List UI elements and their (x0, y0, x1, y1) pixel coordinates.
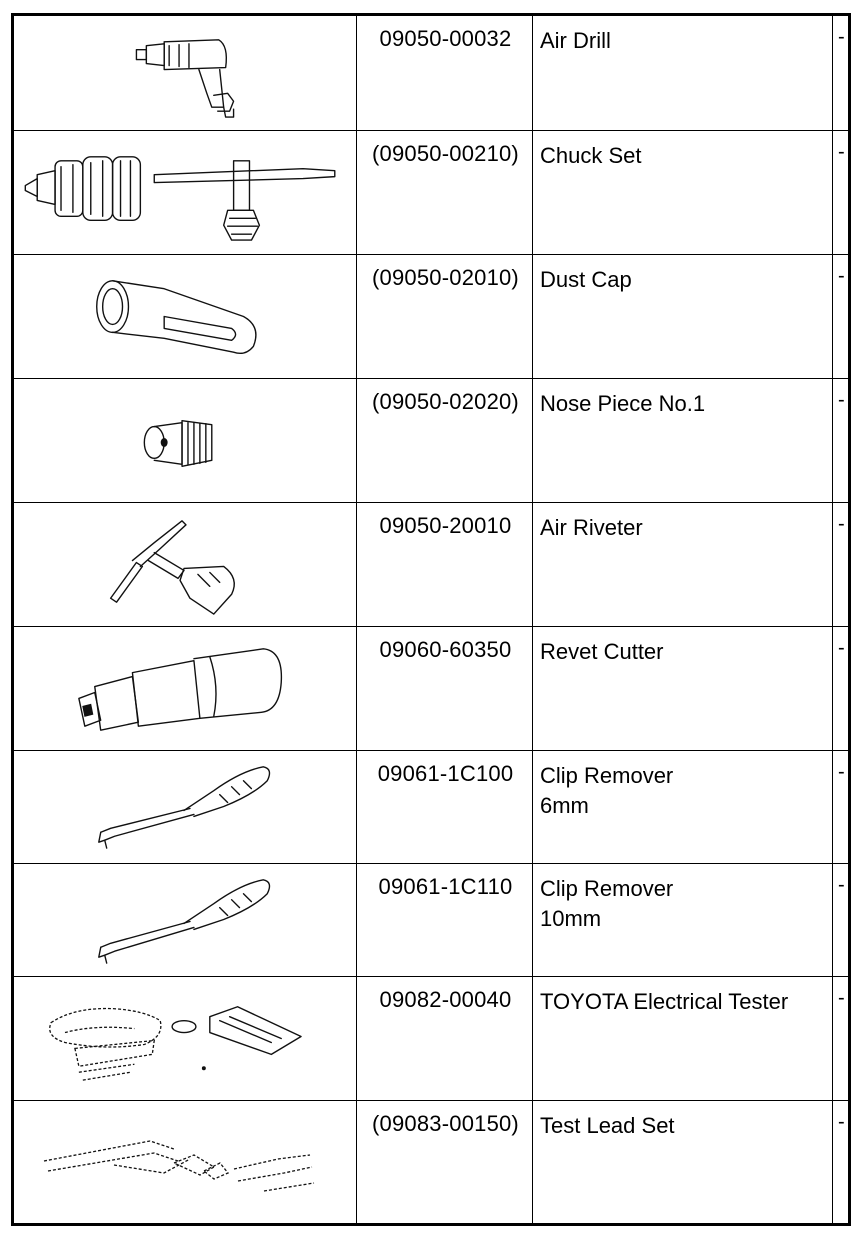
note-mark: - (838, 141, 845, 163)
part-number: 09050-20010 (379, 513, 512, 538)
tool-name: Revet Cutter (540, 639, 664, 664)
table-row (14, 627, 848, 751)
part-number: 09060-60350 (379, 637, 512, 662)
part-number: (09050-02010) (372, 265, 519, 290)
part-number: (09050-00210) (372, 141, 519, 166)
note-mark: - (838, 874, 845, 896)
table-row (14, 255, 848, 379)
note-mark: - (838, 987, 845, 1009)
tool-name: Dust Cap (540, 267, 632, 292)
chuck-set-icon (14, 131, 357, 254)
part-number: (09050-02020) (372, 389, 519, 414)
table-row (14, 503, 848, 627)
tool-name: Chuck Set (540, 143, 642, 168)
note-mark: - (838, 513, 845, 535)
tool-name: TOYOTA Electrical Tester (540, 989, 789, 1014)
clip-remover-icon (14, 751, 357, 863)
tool-name: Clip Remover 6mm (540, 763, 674, 818)
note-mark: - (838, 265, 845, 287)
clip-remover-icon (14, 864, 357, 976)
nose-piece-icon (14, 379, 357, 502)
table-row (14, 16, 848, 131)
air-riveter-icon (14, 503, 357, 626)
note-mark: - (838, 389, 845, 411)
part-number: 09082-00040 (379, 987, 512, 1012)
tool-table (11, 13, 851, 1226)
rivet-cutter-icon (14, 627, 357, 750)
tool-name: Clip Remover 10mm (540, 876, 674, 931)
tool-name: Nose Piece No.1 (540, 391, 706, 416)
note-mark: - (838, 1111, 845, 1133)
part-number: 09050-00032 (379, 26, 512, 51)
part-number: 09061-1C110 (378, 874, 513, 899)
tool-name: Test Lead Set (540, 1113, 675, 1138)
test-lead-set-icon (14, 1101, 357, 1223)
tool-name: Air Riveter (540, 515, 643, 540)
tool-name: Air Drill (540, 28, 611, 53)
table-row (14, 977, 848, 1101)
air-drill-icon (14, 16, 357, 130)
table-row (14, 1101, 848, 1223)
table-row (14, 864, 848, 977)
dust-cap-icon (14, 255, 357, 378)
electrical-tester-icon (14, 977, 357, 1100)
note-mark: - (838, 761, 845, 783)
note-mark: - (838, 637, 845, 659)
part-number: (09083-00150) (372, 1111, 519, 1136)
table-row (14, 751, 848, 864)
table-row (14, 131, 848, 255)
note-mark: - (838, 26, 845, 48)
table-row (14, 379, 848, 503)
part-number: 09061-1C100 (377, 761, 514, 786)
